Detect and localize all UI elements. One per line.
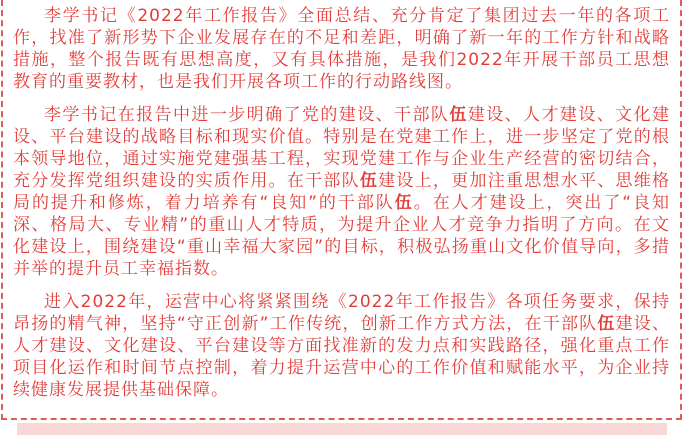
- text-segment: 建设、人才建设、文化建设、平台建设等方面找准新的发力点和实践路径，强化重点工作项目化运作和时间节点控制，着力提升运营中心的工作价值和赋能水平，为企业持续健康发展提供基础保障。: [13, 314, 671, 400]
- text-segment: 建设、人才建设、文化建设、平台建设的战略目标和现实价值。特别是在党建工作上，进一步坚定了党的根本领导地位，通过实施党建强基工程，实现党建工作与企业生产经营的密切结合，充分发挥党组织建设的实质作用。在干部队: [13, 105, 671, 191]
- report-text-body[interactable]: [13, 5, 670, 401]
- paragraph: [13, 104, 670, 280]
- bold-text-segment: 伍: [597, 314, 616, 334]
- selected-text-frame[interactable]: [1, 0, 682, 420]
- text-segment: 李学书记在报告中进一步明确了党的建设、干部队: [44, 105, 450, 125]
- paragraph: [13, 291, 670, 401]
- bold-text-segment: 伍: [394, 193, 414, 213]
- text-segment: 建设上，更加注重思想水平、思维格局的提升和修炼，着力培养有“良知”的干部队: [13, 171, 671, 213]
- text-segment: 。在人才建设上，突出了“良知深、格局大、专业精”的重山人才特质，为提升企业人才竞争力指明了方向。在文化建设上，围绕建设“重山幸福大家园”的目标，积极弘扬重山文化价值导向，多措并举的提升员工幸福指数。: [13, 193, 671, 279]
- text-segment: 进入2022年，运营中心将紧紧围绕《2022年工作报告》各项任务要求，保持昂扬的精气神，坚持“守正创新”工作传统，创新工作方式方法，在干部队: [13, 292, 670, 334]
- paragraph: [13, 5, 670, 93]
- bold-text-segment: 伍: [449, 105, 468, 125]
- bold-text-segment: 伍: [359, 171, 379, 191]
- text-segment: 李学书记《2022年工作报告》全面总结、充分肯定了集团过去一年的各项工作，找准了新形势下企业发展存在的不足和差距，明确了新一年的工作方针和战略措施，整个报告既有思想高度，又有具体措施，是我们2022年开展干部员工思想教育的重要教材，也是我们开展各项工作的行动路线图。: [13, 6, 670, 92]
- next-line-highlight-bar: [17, 423, 667, 435]
